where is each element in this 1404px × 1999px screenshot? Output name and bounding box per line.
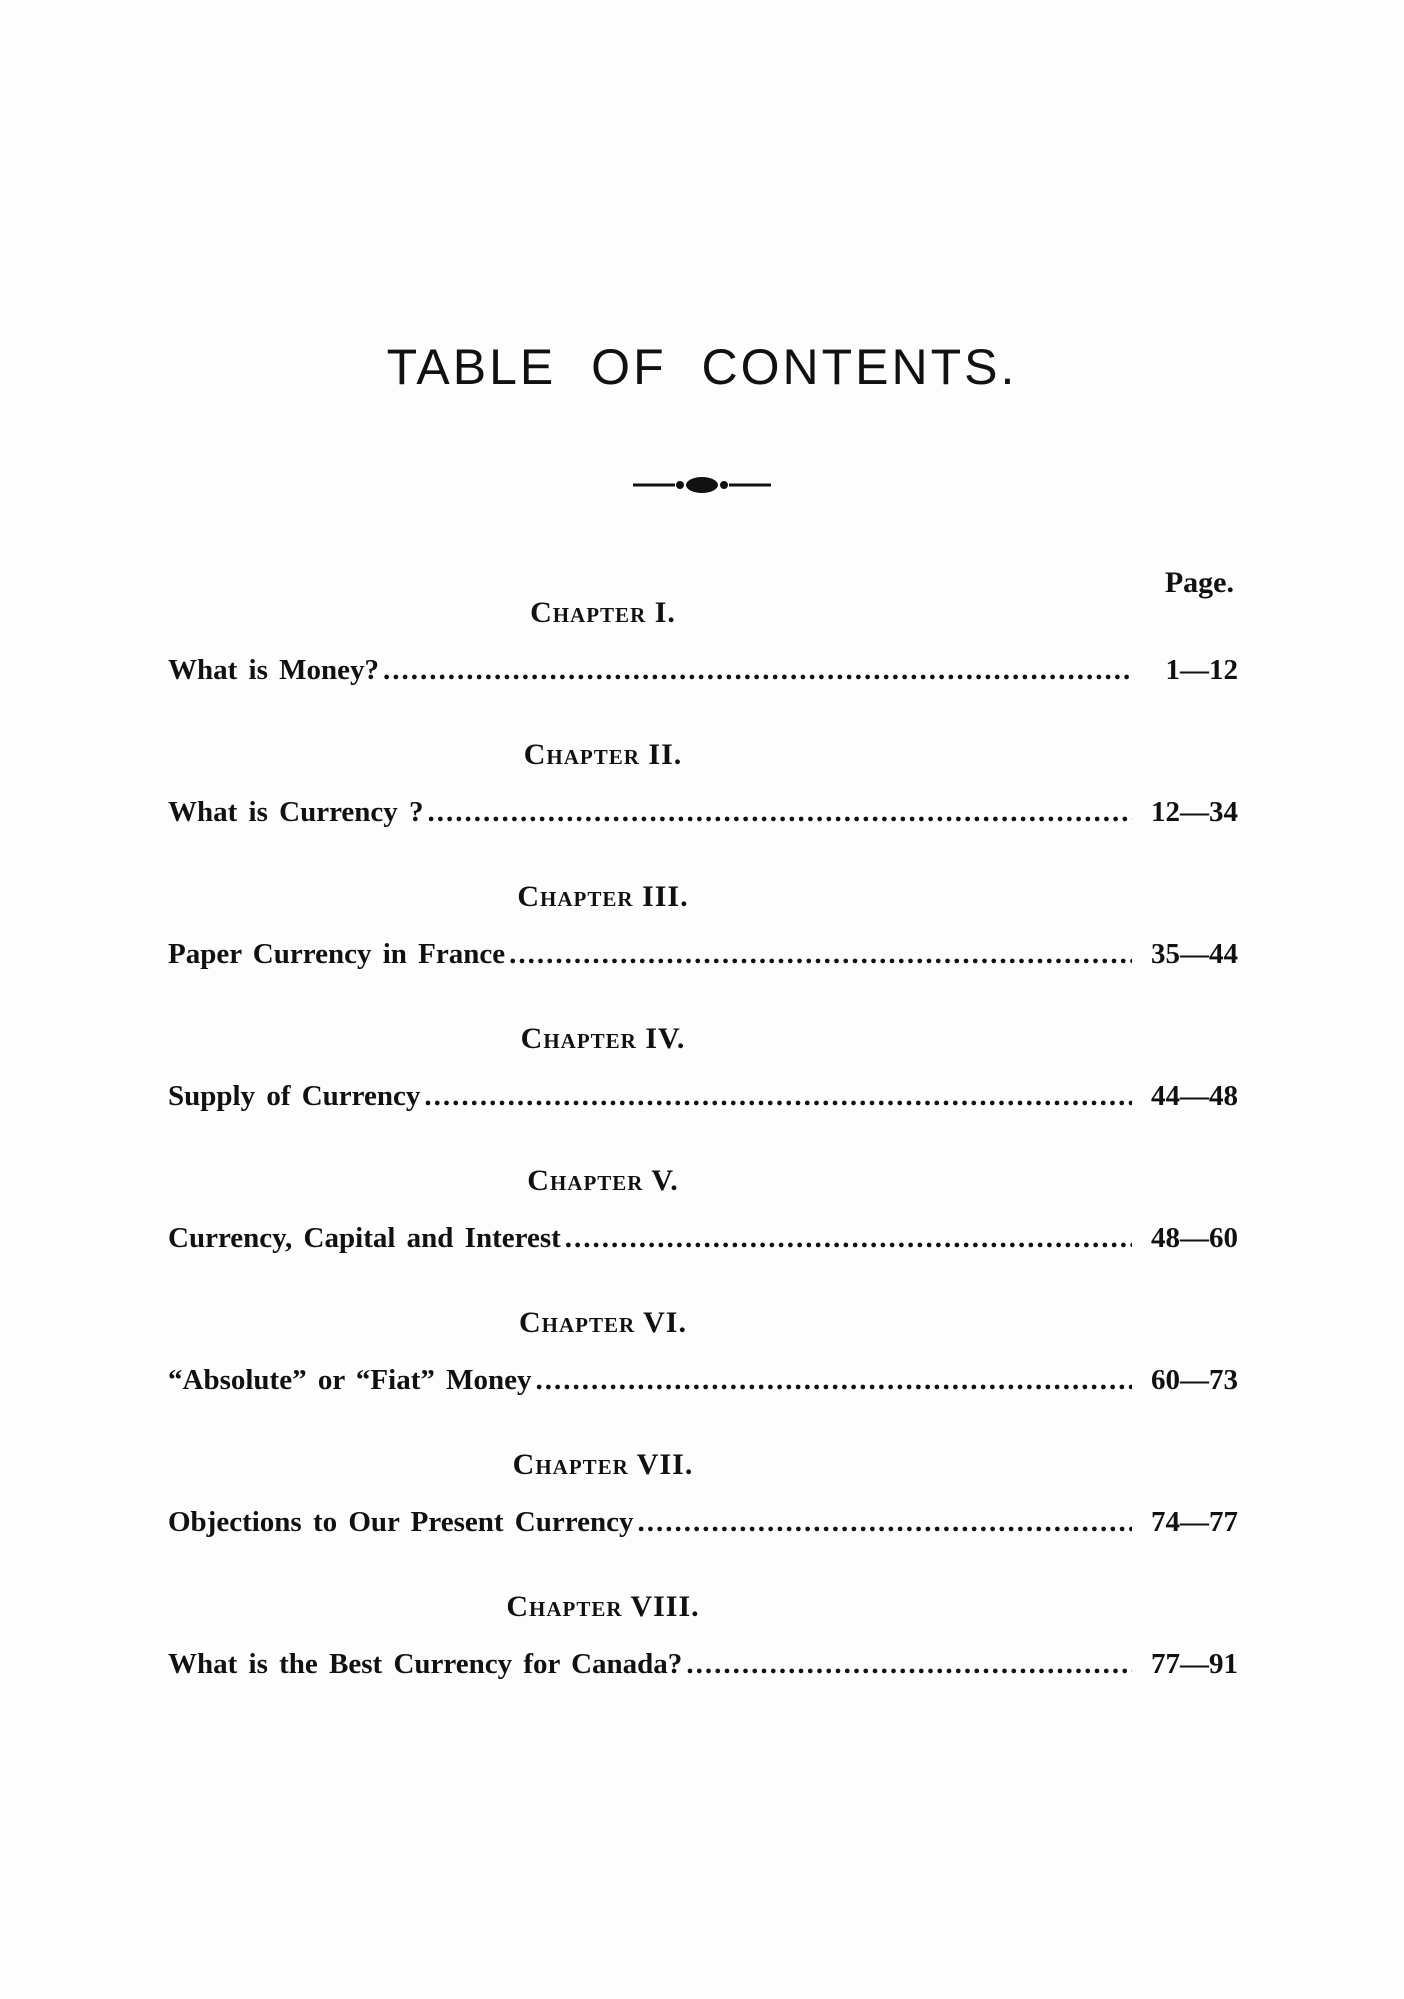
table-of-contents: [168, 596, 1238, 1732]
entry-pages: 48—60: [1151, 1222, 1238, 1254]
entry-title: Paper Currency in France: [168, 938, 506, 970]
ornament-divider-icon: [0, 474, 1404, 496]
chapter-heading: Chapter I.: [530, 596, 676, 629]
entry-title: Objections to Our Present Currency: [168, 1506, 634, 1538]
chapter-heading: Chapter IV.: [520, 1022, 686, 1055]
chapter-block: [168, 596, 1238, 738]
chapter-block: [168, 1022, 1238, 1164]
dot-leader: [686, 1648, 1132, 1681]
dot-leader: [535, 1364, 1132, 1397]
entry-title: What is Currency ?: [168, 796, 424, 828]
toc-entry: [168, 1222, 1238, 1255]
page-title: TABLE OF CONTENTS.: [386, 339, 1018, 395]
dot-leader: [383, 654, 1132, 687]
toc-entry: [168, 938, 1238, 971]
toc-entry: [168, 654, 1238, 687]
chapter-heading: Chapter III.: [517, 880, 689, 913]
chapter-block: [168, 1164, 1238, 1306]
chapter-block: [168, 1306, 1238, 1448]
chapter-heading: Chapter V.: [527, 1164, 679, 1197]
entry-pages: 35—44: [1151, 938, 1238, 970]
entry-title: Currency, Capital and Interest: [168, 1222, 561, 1254]
toc-entry: [168, 796, 1238, 829]
chapter-block: [168, 1590, 1238, 1732]
entry-pages: 60—73: [1151, 1364, 1238, 1396]
chapter-block: [168, 1448, 1238, 1590]
toc-entry: [168, 1506, 1238, 1539]
page-column-label: Page.: [1164, 566, 1234, 599]
entry-pages: 1—12: [1165, 654, 1238, 686]
chapter-block: [168, 880, 1238, 1022]
toc-entry: [168, 1648, 1238, 1681]
entry-pages: 74—77: [1151, 1506, 1238, 1538]
dot-leader: [428, 796, 1132, 829]
entry-title: “Absolute” or “Fiat” Money: [168, 1364, 532, 1396]
entry-pages: 44—48: [1151, 1080, 1238, 1112]
dot-leader: [424, 1080, 1132, 1113]
entry-pages: 12—34: [1151, 796, 1238, 828]
entry-pages: 77—91: [1151, 1648, 1238, 1680]
toc-entry: [168, 1080, 1238, 1113]
chapter-heading: Chapter VIII.: [506, 1590, 700, 1623]
chapter-heading: Chapter II.: [523, 738, 683, 771]
entry-title: Supply of Currency: [168, 1080, 421, 1112]
dot-leader: [509, 938, 1132, 971]
dot-leader: [565, 1222, 1132, 1255]
entry-title: What is the Best Currency for Canada?: [168, 1648, 683, 1680]
chapter-block: [168, 738, 1238, 880]
chapter-heading: Chapter VI.: [519, 1306, 687, 1339]
chapter-heading: Chapter VII.: [512, 1448, 694, 1481]
dot-leader: [637, 1506, 1132, 1539]
toc-entry: [168, 1364, 1238, 1397]
entry-title: What is Money?: [168, 654, 379, 686]
